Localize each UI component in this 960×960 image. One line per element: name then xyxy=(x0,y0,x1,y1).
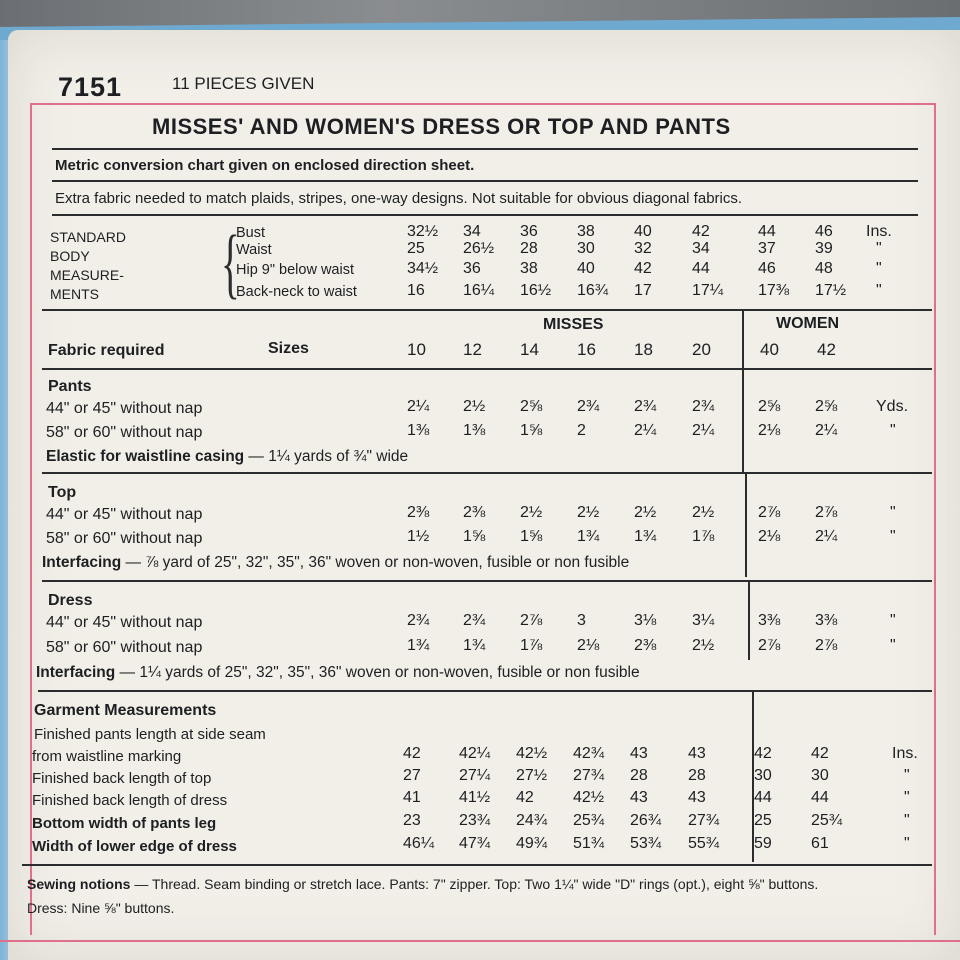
garment-row-label: Width of lower edge of dress xyxy=(32,838,237,855)
measurement-value: 42 xyxy=(692,223,710,240)
garment-value: 59 xyxy=(754,835,772,852)
label-line: MEASURE- xyxy=(50,267,124,283)
size-label: 14 xyxy=(520,340,539,359)
garment-value: 47¾ xyxy=(459,835,491,852)
divider xyxy=(52,214,918,216)
pattern-number: 7151 xyxy=(58,72,123,102)
measurement-label: Back-neck to waist xyxy=(236,284,357,300)
garment-value: 30 xyxy=(754,767,772,784)
garment-row-label: from waistline marking xyxy=(32,748,182,765)
measurement-value: 36 xyxy=(463,260,481,277)
yardage-value: 2¾ xyxy=(692,398,715,415)
unit-label: " xyxy=(890,504,896,521)
size-label: 42 xyxy=(817,340,836,359)
yardage-value: 3⅛ xyxy=(634,612,657,629)
unit-label: " xyxy=(890,528,896,545)
yardage-value: 2⅜ xyxy=(463,504,486,521)
page-title: MISSES' AND WOMEN'S DRESS OR TOP AND PANTS xyxy=(152,114,731,139)
yardage-value: 2⅝ xyxy=(815,398,838,415)
divider xyxy=(42,368,932,370)
garment-value: 42 xyxy=(754,745,772,762)
unit-label: " xyxy=(890,422,896,439)
size-label: 40 xyxy=(760,340,779,359)
yardage-value: 1¾ xyxy=(577,528,600,545)
note-text: — 1¼ yards of ¾" wide xyxy=(244,448,409,465)
yardage-value: 3⅜ xyxy=(815,612,838,629)
garment-value: 27¼ xyxy=(459,767,491,784)
garment-row-label: Bottom width of pants leg xyxy=(32,815,217,832)
measurement-value: 16½ xyxy=(520,282,552,299)
garment-value: 42 xyxy=(403,745,421,762)
garment-value: 41½ xyxy=(459,789,491,806)
top-note xyxy=(42,554,629,572)
sewing-notions-line1: — Thread. Seam binding or stretch lace. Pants: 7" zipper. Top: Two 1¼" wide "D" rings (opt.), eight ⅝" buttons. xyxy=(130,876,819,892)
garment-value: 24¾ xyxy=(516,812,548,829)
size-label: 12 xyxy=(463,340,482,359)
measurement-value: 36 xyxy=(520,223,538,240)
measurement-value: 16¾ xyxy=(577,282,609,299)
measurement-value: 17¼ xyxy=(692,282,724,299)
garment-value: 42¼ xyxy=(459,745,491,762)
yardage-value: 2¾ xyxy=(577,398,600,415)
yardage-value: 2½ xyxy=(634,504,657,521)
garment-value: 25¾ xyxy=(573,812,605,829)
yardage-value: 1⅜ xyxy=(407,422,430,439)
yardage-value: 3 xyxy=(577,612,586,629)
measurement-value: 39 xyxy=(815,240,833,257)
divider xyxy=(42,309,932,311)
unit-label: Ins. xyxy=(892,745,918,762)
misses-women-divider xyxy=(742,310,744,472)
garment-row-label: Finished back length of top xyxy=(32,770,212,787)
yardage-value: 1⅞ xyxy=(692,528,715,545)
yardage-value: 2¼ xyxy=(815,528,838,545)
measurement-label: Hip 9" below waist xyxy=(236,262,354,278)
measurement-value: 17 xyxy=(634,282,652,299)
unit-label: " xyxy=(904,789,910,806)
dress-section-title: Dress xyxy=(48,592,93,609)
measurement-value: 32½ xyxy=(407,223,439,240)
size-label: 16 xyxy=(577,340,596,359)
fabric-row-label: 58" or 60" without nap xyxy=(46,639,203,656)
garment-value: 23¾ xyxy=(459,812,491,829)
yardage-value: 1⅝ xyxy=(520,528,543,545)
yardage-value: 2⅜ xyxy=(634,637,657,654)
misses-heading: MISSES xyxy=(543,316,604,333)
measurement-value: 32 xyxy=(634,240,652,257)
measurement-value: 17⅜ xyxy=(758,282,790,299)
yardage-value: 2½ xyxy=(577,504,600,521)
yardage-value: 1⅝ xyxy=(463,528,486,545)
body-measurements-label xyxy=(50,228,126,304)
fabric-required-label: Fabric required xyxy=(48,342,165,359)
measurement-value: 46 xyxy=(758,260,776,277)
garment-value: 28 xyxy=(688,767,706,784)
pants-section-title: Pants xyxy=(48,378,92,395)
garment-value: 28 xyxy=(630,767,648,784)
yardage-value: 2 xyxy=(577,422,586,439)
divider xyxy=(52,180,918,182)
sewing-notions-line2: Dress: Nine ⅝" buttons. xyxy=(27,900,175,916)
unit-label: Ins. xyxy=(866,223,892,240)
yardage-value: 1½ xyxy=(407,528,430,545)
fabric-note: Extra fabric needed to match plaids, stripes, one-way designs. Not suitable for obvious diagonal fabrics. xyxy=(55,190,743,207)
measurement-value: 25 xyxy=(407,240,425,257)
measurement-value: 28 xyxy=(520,240,538,257)
garment-value: 61 xyxy=(811,835,829,852)
garment-value: 55¾ xyxy=(688,835,720,852)
label-line: STANDARD xyxy=(50,229,126,245)
unit-label: Yds. xyxy=(876,398,909,415)
garment-value: 42 xyxy=(811,745,829,762)
yardage-value: 2⅛ xyxy=(577,637,600,654)
garment-value: 25¾ xyxy=(811,812,843,829)
garment-value: 42 xyxy=(516,789,534,806)
yardage-value: 2¾ xyxy=(634,398,657,415)
sewing-notions xyxy=(27,876,818,892)
yardage-value: 2⅜ xyxy=(407,504,430,521)
garment-value: 23 xyxy=(403,812,421,829)
fabric-row-label: 44" or 45" without nap xyxy=(46,614,203,631)
label-line: BODY xyxy=(50,248,90,264)
yardage-value: 2⅞ xyxy=(520,612,543,629)
measurement-value: 16¼ xyxy=(463,282,495,299)
garment-value: 49¾ xyxy=(516,835,548,852)
misses-women-divider xyxy=(748,580,750,660)
yardage-value: 1¾ xyxy=(407,637,430,654)
note-label: Interfacing xyxy=(42,554,122,571)
unit-label: " xyxy=(876,240,882,257)
yardage-value: 2⅞ xyxy=(815,504,838,521)
divider xyxy=(42,472,932,474)
yardage-value: 2⅞ xyxy=(815,637,838,654)
measurement-value: 38 xyxy=(520,260,538,277)
fabric-row-label: 44" or 45" without nap xyxy=(46,506,203,523)
garment-value: 43 xyxy=(630,745,648,762)
note-label: Elastic for waistline casing xyxy=(46,448,245,465)
yardage-value: 2¼ xyxy=(634,422,657,439)
label-line: MENTS xyxy=(50,286,99,302)
yardage-value: 2⅝ xyxy=(520,398,543,415)
size-label: 10 xyxy=(407,340,426,359)
garment-value: 43 xyxy=(630,789,648,806)
garment-value: 44 xyxy=(754,789,772,806)
garment-value: 46¼ xyxy=(403,835,435,852)
garment-measurements-title: Garment Measurements xyxy=(34,702,217,719)
yardage-value: 2½ xyxy=(520,504,543,521)
garment-value: 27¾ xyxy=(688,812,720,829)
pink-frame-bottom xyxy=(0,940,960,942)
garment-row-label: Finished back length of dress xyxy=(32,792,228,809)
note-text: — 1¼ yards of 25", 32", 35", 36" woven or non-woven, fusible or non fusible xyxy=(115,664,640,681)
yardage-value: 2¼ xyxy=(407,398,430,415)
garment-value: 44 xyxy=(811,789,829,806)
garment-value: 42¾ xyxy=(573,745,605,762)
size-label: 20 xyxy=(692,340,711,359)
fabric-row-label: 58" or 60" without nap xyxy=(46,530,203,547)
garment-value: 27½ xyxy=(516,767,548,784)
yardage-value: 2⅝ xyxy=(758,398,781,415)
measurement-value: 34 xyxy=(463,223,481,240)
divider xyxy=(52,148,918,150)
fabric-row-label: 44" or 45" without nap xyxy=(46,400,203,417)
garment-value: 43 xyxy=(688,789,706,806)
sizes-label: Sizes xyxy=(268,340,309,357)
measurement-value: 34½ xyxy=(407,260,439,277)
measurement-value: 16 xyxy=(407,282,425,299)
divider xyxy=(22,864,932,866)
fabric-row-label: 58" or 60" without nap xyxy=(46,424,203,441)
unit-label: " xyxy=(904,812,910,829)
measurement-value: 40 xyxy=(577,260,595,277)
yardage-value: 1⅜ xyxy=(463,422,486,439)
dress-note xyxy=(36,664,640,682)
women-heading: WOMEN xyxy=(776,315,840,332)
yardage-value: 3¼ xyxy=(692,612,715,629)
garment-value: 27¾ xyxy=(573,767,605,784)
garment-value: 25 xyxy=(754,812,772,829)
measurement-value: 44 xyxy=(692,260,710,277)
yardage-value: 1¾ xyxy=(634,528,657,545)
yardage-value: 3⅜ xyxy=(758,612,781,629)
yardage-value: 2⅛ xyxy=(758,528,781,545)
pants-note xyxy=(46,448,408,466)
measurement-label: Bust xyxy=(236,225,266,241)
measurement-value: 40 xyxy=(634,223,652,240)
divider xyxy=(38,690,932,692)
measurement-value: 38 xyxy=(577,223,595,240)
sewing-notions-label: Sewing notions xyxy=(27,876,131,892)
garment-value: 43 xyxy=(688,745,706,762)
garment-value: 42½ xyxy=(516,745,548,762)
yardage-value: 2¾ xyxy=(407,612,430,629)
garment-value: 30 xyxy=(811,767,829,784)
measurement-value: 30 xyxy=(577,240,595,257)
yardage-value: 1¾ xyxy=(463,637,486,654)
garment-value: 26¾ xyxy=(630,812,662,829)
yardage-value: 2½ xyxy=(692,504,715,521)
unit-label: " xyxy=(890,612,896,629)
unit-label: " xyxy=(876,260,882,277)
measurement-value: 37 xyxy=(758,240,776,257)
unit-label: " xyxy=(904,835,910,852)
measurement-value: 26½ xyxy=(463,240,495,257)
yardage-value: 2⅞ xyxy=(758,504,781,521)
yardage-value: 2¼ xyxy=(692,422,715,439)
measurement-label: Waist xyxy=(236,242,272,258)
yardage-value: 1⅝ xyxy=(520,422,543,439)
yardage-value: 2⅞ xyxy=(758,637,781,654)
measurement-value: 44 xyxy=(758,223,776,240)
yardage-value: 2¼ xyxy=(815,422,838,439)
garment-value: 51¾ xyxy=(573,835,605,852)
garment-value: 42½ xyxy=(573,789,605,806)
measurement-value: 17½ xyxy=(815,282,847,299)
garment-value: 41 xyxy=(403,789,421,806)
unit-label: " xyxy=(876,282,882,299)
brace: { xyxy=(221,219,240,306)
measurement-value: 46 xyxy=(815,223,833,240)
divider xyxy=(42,580,932,582)
garment-value: 53¾ xyxy=(630,835,662,852)
measurement-value: 34 xyxy=(692,240,710,257)
metric-note: Metric conversion chart given on enclosed direction sheet. xyxy=(55,157,475,174)
unit-label: " xyxy=(904,767,910,784)
yardage-value: 2¾ xyxy=(463,612,486,629)
yardage-value: 2½ xyxy=(463,398,486,415)
yardage-value: 2⅛ xyxy=(758,422,781,439)
garment-value: 27 xyxy=(403,767,421,784)
unit-label: " xyxy=(890,637,896,654)
yardage-value: 1⅞ xyxy=(520,637,543,654)
top-section-title: Top xyxy=(48,484,77,501)
note-text: — ⅞ yard of 25", 32", 35", 36" woven or non-woven, fusible or non fusible xyxy=(121,554,630,571)
measurement-value: 48 xyxy=(815,260,833,277)
note-label: Interfacing xyxy=(36,664,116,681)
garment-label-line1: Finished pants length at side seam xyxy=(34,726,266,743)
size-label: 18 xyxy=(634,340,653,359)
misses-women-divider xyxy=(745,472,747,577)
pieces-given: 11 PIECES GIVEN xyxy=(172,74,315,93)
yardage-value: 2½ xyxy=(692,637,715,654)
measurement-value: 42 xyxy=(634,260,652,277)
